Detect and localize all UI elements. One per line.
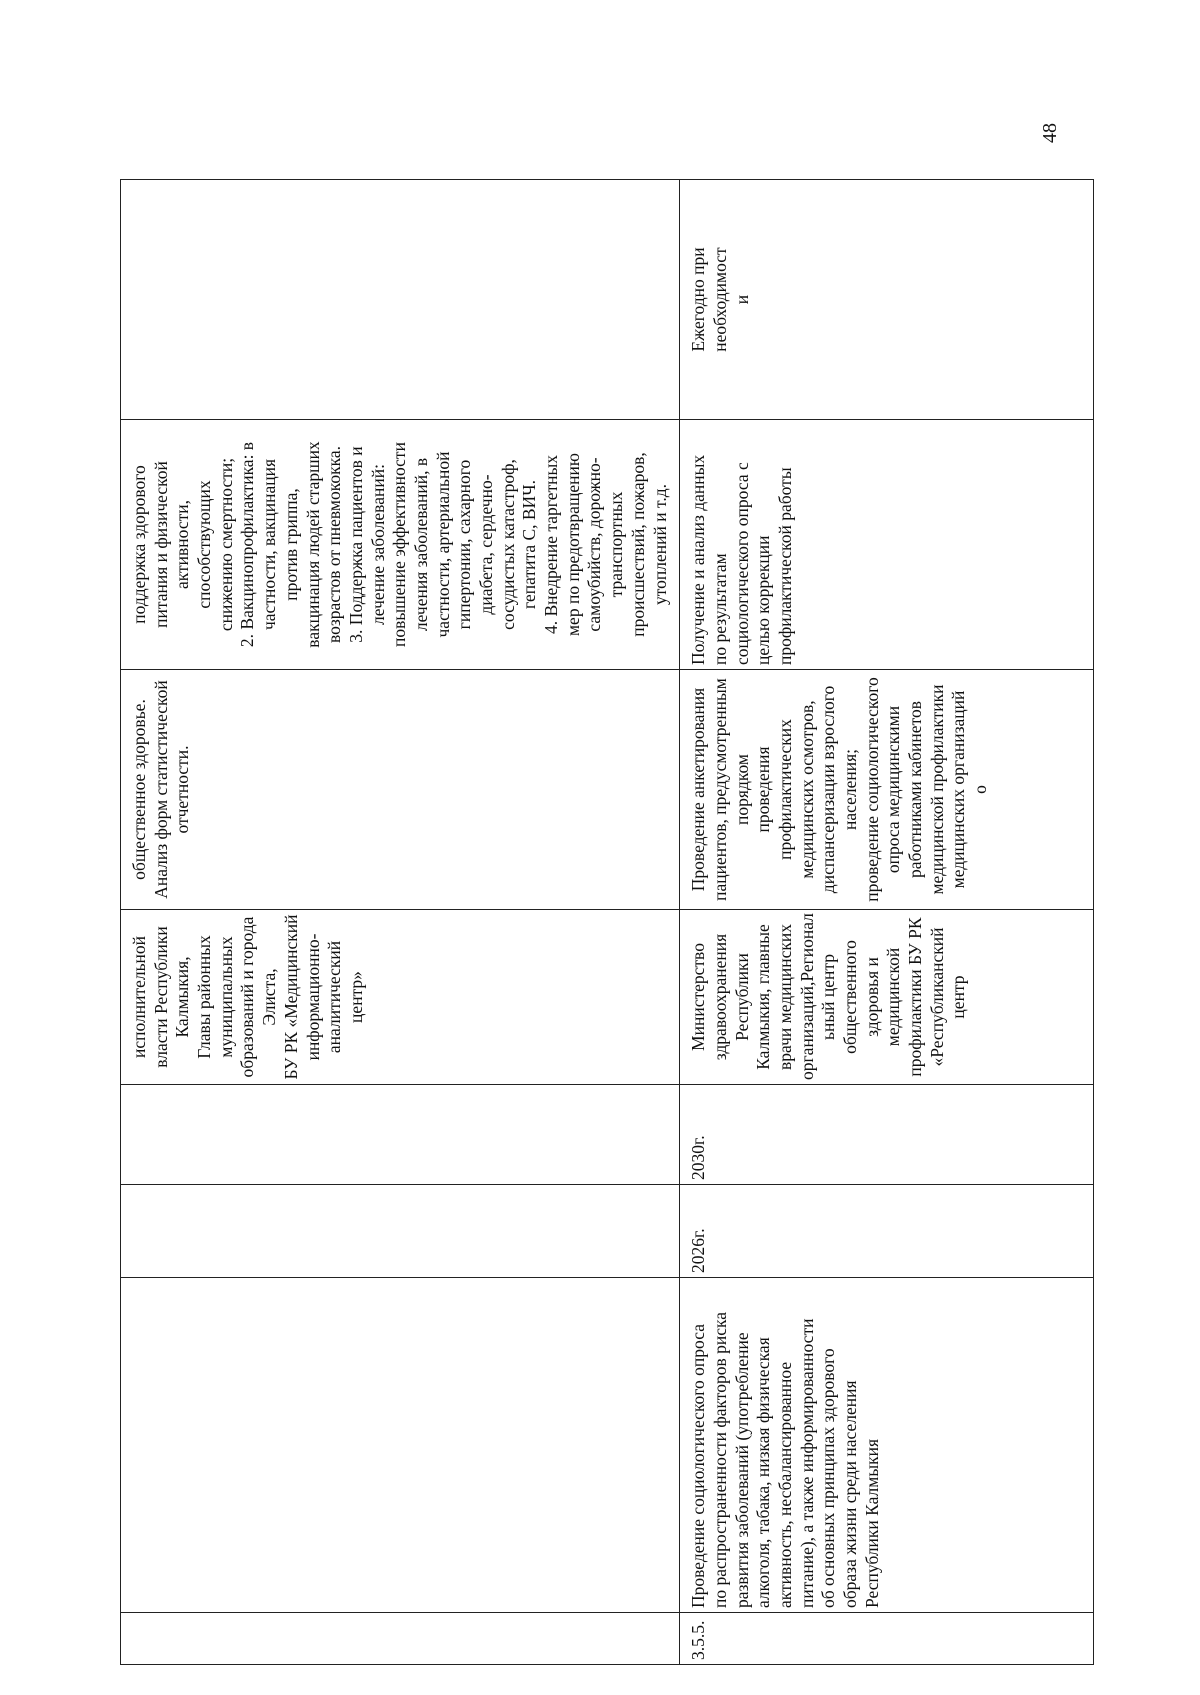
cell-number: 3.5.5. [680, 1613, 1094, 1665]
result-text: Проведение анкетирования пациентов, предусмотренным порядком проведения профилактических медицинских осмотров, диспансеризации взрослого населения; проведение социологического опроса медицинскими работниками кабинетов медицинской профилактики медицинских организаций о [688, 677, 991, 902]
page-number: 48 [1039, 123, 1061, 143]
cell-indicators [121, 420, 680, 670]
event-text: Проведение социологического опроса по распространенности факторов риска развития заболеваний (употребление алкоголя, табака, низкая физическая активность, несбалансированное питание), а также информированности об основных принципах здорового образа жизни среди населения Республики Калмыкия [688, 1312, 882, 1608]
cell-start-date [121, 1185, 680, 1278]
table-row [680, 180, 1094, 1665]
result-text: общественное здоровье. Анализ форм статистической отчетности. [129, 680, 193, 899]
executors-text: исполнительной власти Республики Калмыкия, Главы районных муниципальных образований и города Элиста, БУ РК «Медицинский информационно- аналитический центр» [129, 914, 366, 1080]
cell-indicators [680, 420, 1094, 670]
cell-start-date: 2026г. [680, 1185, 1094, 1278]
executors-text: Министерство здравоохранения Республики Калмыкия, главные врачи медицинских организаций,Регионал ьный центр общественного здоровья и медицинской профилактики БУ РК «Республиканский центр [688, 913, 969, 1080]
landscape-page [120, 180, 1120, 1665]
cell-executors [121, 910, 680, 1085]
cell-frequency [121, 180, 680, 420]
cell-frequency [680, 180, 1094, 420]
measures-table [120, 179, 1094, 1665]
cell-result [680, 670, 1094, 910]
cell-end-date: 2030г. [680, 1085, 1094, 1185]
indicators-text: поддержка здорового питания и физической активности, способствующих снижению смертности; 2. Вакцинопрофилактика: в частности, вакцинация против гриппа, вакцинация людей старших возрастов от пневмококка. 3. Поддержка пациентов и лечение заболеваний: повышение эффективности лечения заболеваний, в частности, артериальной гипертонии, сахарного диабета, сердечно- сосудистых катастроф, гепатита С, ВИЧ. 4. Внедрение таргетных мер по предотвращению самоубийств, дорожно- транспортных происшествий, пожаров, утоплений и т.д. [129, 441, 670, 648]
cell-event [121, 1278, 680, 1613]
cell-executors [680, 910, 1094, 1085]
cell-result [121, 670, 680, 910]
indicators-text: Получение и анализ данных по результатам социологического опроса с целью коррекции профилактической работы [688, 454, 795, 665]
cell-end-date [121, 1085, 680, 1185]
cell-event [680, 1278, 1094, 1613]
frequency-text: Ежегодно при необходимост и [688, 247, 752, 352]
cell-number [121, 1613, 680, 1665]
table-row [121, 180, 680, 1665]
